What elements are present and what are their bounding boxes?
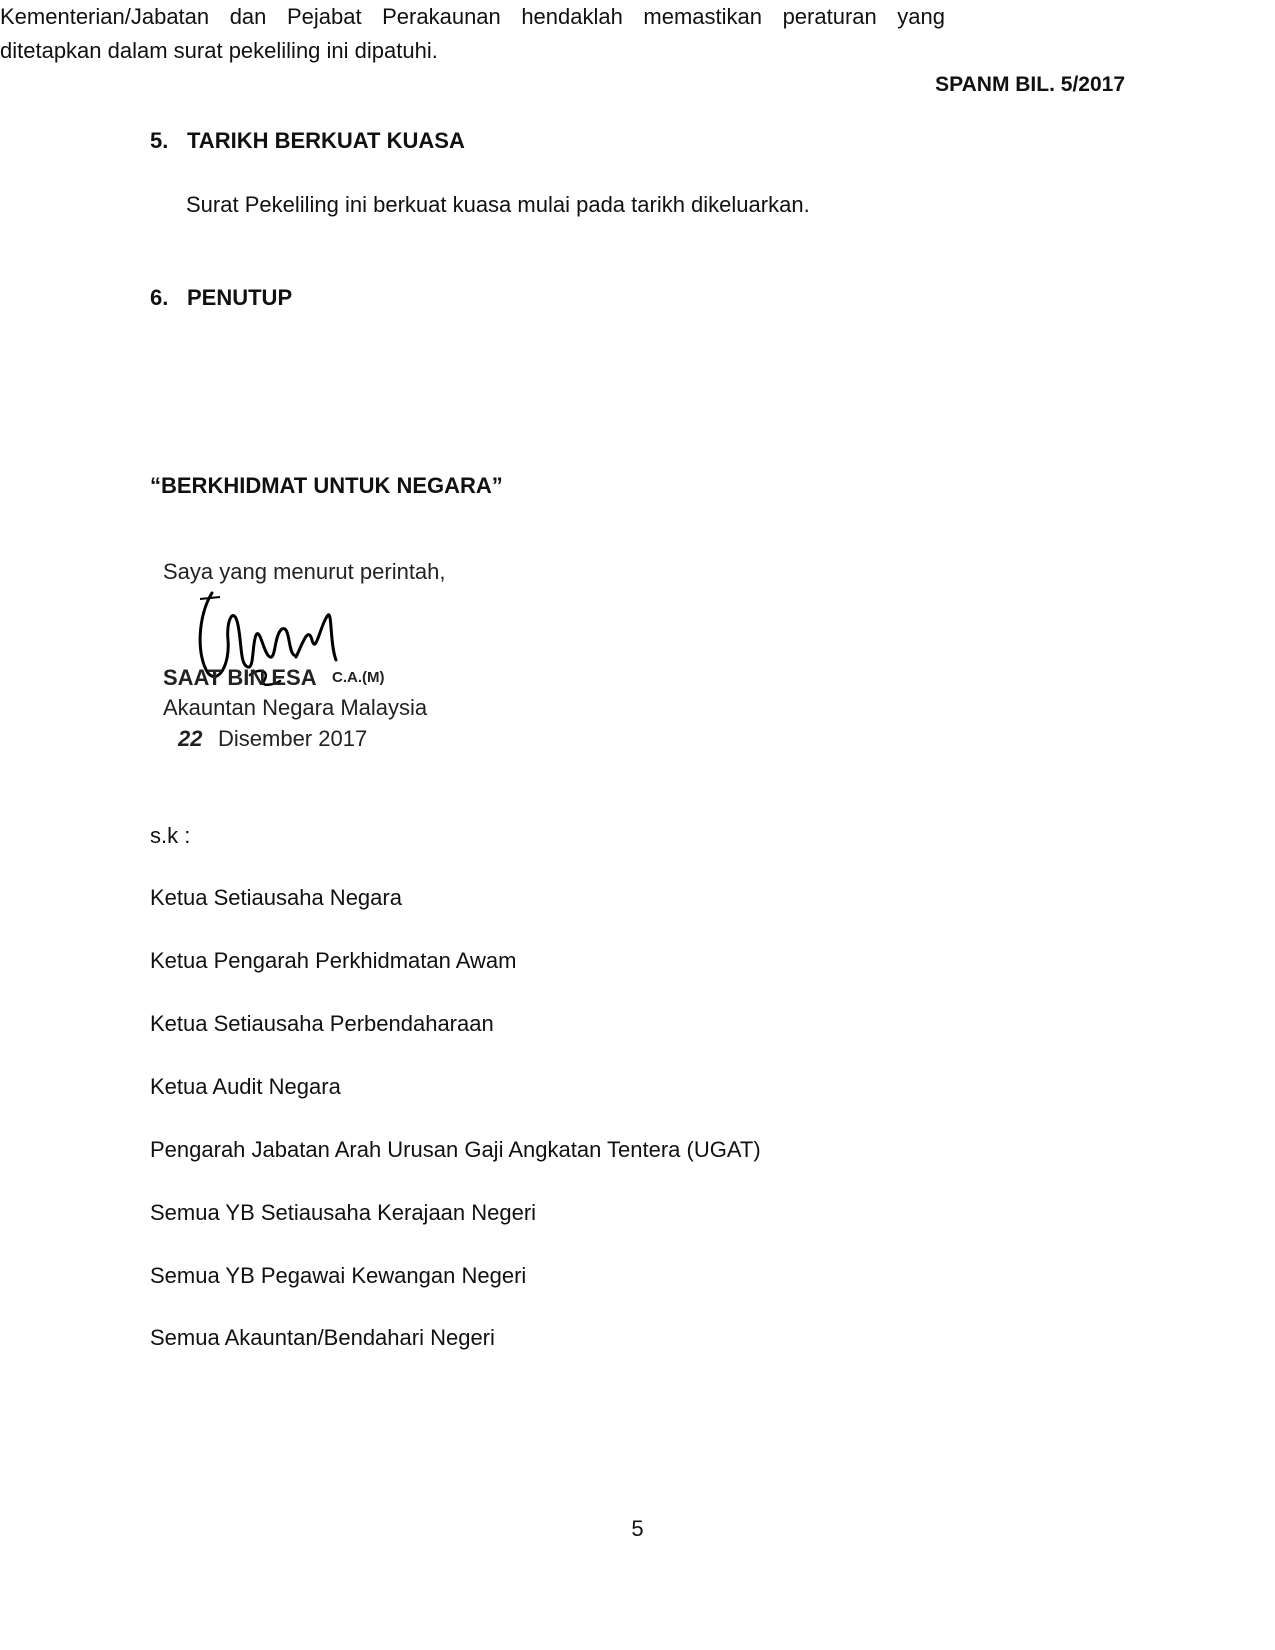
section-6-title: PENUTUP (187, 285, 293, 310)
cc-recipient: Semua YB Pegawai Kewangan Negeri (150, 1263, 527, 1288)
signatory-position: Akauntan Negara Malaysia (163, 695, 428, 720)
signature-intro: Saya yang menurut perintah, (163, 559, 446, 584)
signatory-credential: C.A.(M) (332, 669, 385, 686)
cc-recipient: Semua YB Setiausaha Kerajaan Negeri (150, 1200, 537, 1225)
signature-day: 22 (178, 726, 203, 751)
cc-recipient: Semua Akauntan/Bendahari Negeri (150, 1325, 495, 1350)
cc-recipient: Ketua Setiausaha Perbendaharaan (150, 1011, 494, 1036)
section-6-number: 6. (150, 285, 169, 310)
cc-recipient: Ketua Audit Negara (150, 1074, 341, 1099)
signatory-name: SAAT BIN ESA (163, 665, 317, 690)
section-5-number: 5. (150, 128, 169, 153)
motto: “BERKHIDMAT UNTUK NEGARA” (150, 473, 503, 498)
cc-label: s.k : (150, 823, 191, 848)
page-number: 5 (631, 1516, 644, 1541)
cc-recipient: Ketua Pengarah Perkhidmatan Awam (150, 948, 517, 973)
cc-recipient: Pengarah Jabatan Arah Urusan Gaji Angkatan Tentera (UGAT) (150, 1137, 761, 1162)
signature-block (160, 555, 490, 795)
cc-recipient: Ketua Setiausaha Negara (150, 885, 402, 910)
section-5-body: Surat Pekeliling ini berkuat kuasa mulai pada tarikh dikeluarkan. (186, 192, 810, 217)
section-6-body: Kementerian/Jabatan dan Pejabat Perakaunan hendaklah memastikan peraturan yang ditetapkan dalam surat pekeliling ini dipatuhi. (0, 4, 945, 63)
section-5-title: TARIKH BERKUAT KUASA (187, 128, 465, 153)
signature-month-year: Disember 2017 (218, 726, 368, 751)
document-reference: SPANM BIL. 5/2017 (935, 73, 1125, 96)
